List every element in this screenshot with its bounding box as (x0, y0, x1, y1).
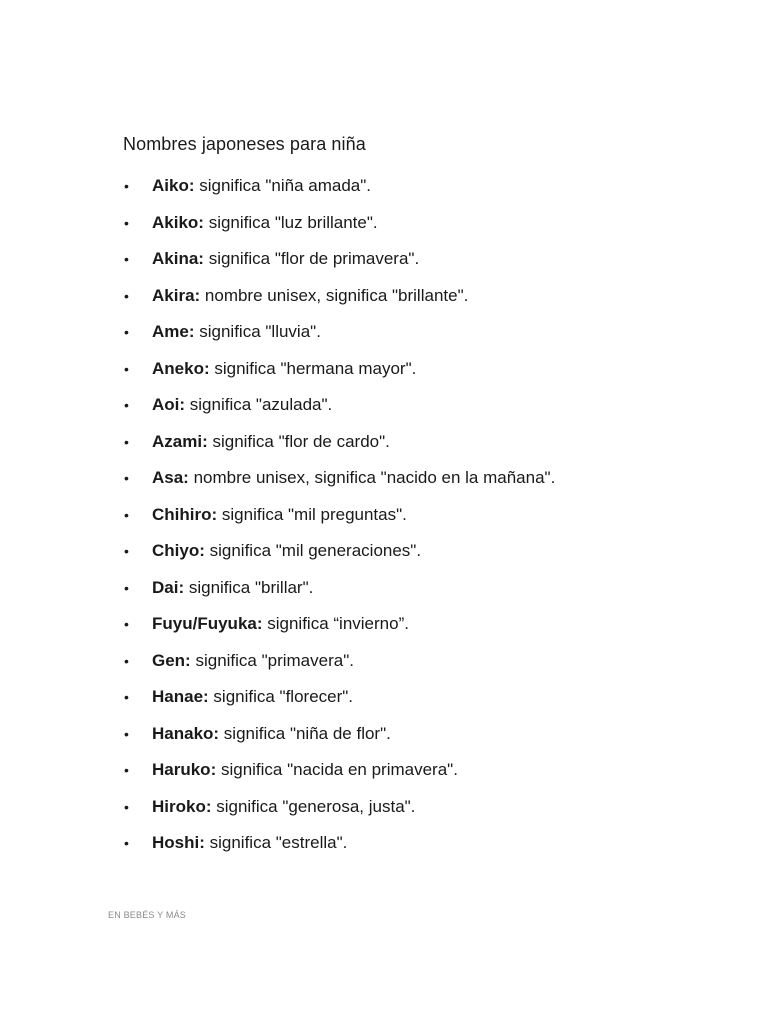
name-meaning: significa "lluvia". (194, 322, 321, 341)
name-term: Ame: (152, 322, 195, 341)
name-term: Hanako: (152, 723, 220, 743)
bullet-icon: • (124, 470, 129, 486)
list-item (123, 758, 555, 795)
name-meaning: significa "mil generaciones". (204, 541, 422, 560)
name-term: Azami: (152, 431, 208, 451)
name-term: Hoshi: (152, 833, 205, 852)
bullet-icon: • (124, 360, 129, 377)
bullet-icon: • (124, 433, 129, 450)
name-meaning: significa “invierno”. (262, 614, 409, 633)
list-item (123, 576, 555, 613)
list-item (123, 612, 555, 649)
list-item (123, 320, 555, 357)
list-item (123, 247, 555, 284)
name-meaning: significa "primavera". (190, 650, 354, 670)
name-term: Chiyo: (152, 541, 205, 560)
bullet-icon: • (124, 287, 129, 304)
list-item (123, 466, 555, 503)
bullet-icon: • (124, 178, 129, 194)
name-term: Akiko: (152, 212, 204, 232)
list-item (123, 174, 555, 211)
name-term: Asa: (152, 468, 189, 487)
name-term: Hanae: (152, 687, 209, 706)
list-item (123, 211, 555, 248)
bullet-icon: • (124, 616, 129, 632)
bullet-icon: • (124, 214, 129, 231)
bullet-icon: • (124, 835, 129, 851)
name-meaning: significa "estrella". (204, 833, 348, 852)
name-meaning: significa "niña amada". (194, 176, 371, 195)
list-item (123, 685, 555, 722)
bullet-icon: • (124, 397, 129, 413)
list-item (123, 795, 555, 832)
name-meaning: significa "mil preguntas". (217, 504, 407, 524)
name-meaning: significa "generosa, justa". (211, 796, 416, 816)
list-item (123, 284, 555, 321)
bullet-icon: • (124, 725, 129, 742)
name-term: Akina: (152, 249, 204, 268)
list-item (123, 430, 555, 467)
name-term: Dai: (152, 577, 185, 597)
list-item (123, 722, 555, 759)
name-meaning: significa "azulada". (185, 395, 333, 414)
bullet-icon: • (124, 652, 129, 669)
bullet-icon: • (124, 324, 129, 340)
name-meaning: significa "brillar". (184, 577, 314, 597)
name-term: Aneko: (152, 358, 210, 378)
name-term: Hiroko: (152, 796, 212, 816)
name-meaning: nombre unisex, significa "brillante". (200, 285, 469, 305)
name-term: Haruko: (152, 760, 217, 779)
name-meaning: nombre unisex, significa "nacido en la mañana". (188, 468, 556, 487)
list-item (123, 357, 555, 394)
list-item (123, 831, 555, 868)
bullet-icon: • (124, 579, 129, 596)
bullet-icon: • (124, 798, 129, 815)
bullet-icon: • (124, 762, 129, 778)
list-item (123, 503, 555, 540)
list-item (123, 539, 555, 576)
list-item (123, 649, 555, 686)
publisher-footer: EN BEBÉS Y MÁS (108, 910, 186, 920)
page-title: Nombres japoneses para niña (123, 134, 366, 154)
name-meaning: significa "florecer". (208, 687, 354, 706)
name-term: Fuyu/Fuyuka: (152, 614, 263, 633)
list-item (123, 393, 555, 430)
name-meaning: significa "luz brillante". (203, 212, 378, 232)
name-term: Chihiro: (152, 504, 218, 524)
bullet-icon: • (124, 543, 129, 559)
bullet-icon: • (124, 506, 129, 523)
name-term: Aiko: (152, 176, 195, 195)
name-term: Gen: (152, 650, 191, 670)
names-list (123, 174, 555, 868)
name-term: Akira: (152, 285, 201, 305)
name-meaning: significa "hermana mayor". (209, 358, 417, 378)
bullet-icon: • (124, 251, 129, 267)
name-meaning: significa "niña de flor". (219, 723, 391, 743)
name-meaning: significa "nacida en primavera". (216, 760, 458, 779)
name-term: Aoi: (152, 395, 186, 414)
name-meaning: significa "flor de cardo". (207, 431, 390, 451)
bullet-icon: • (124, 689, 129, 705)
name-meaning: significa "flor de primavera". (203, 249, 420, 268)
